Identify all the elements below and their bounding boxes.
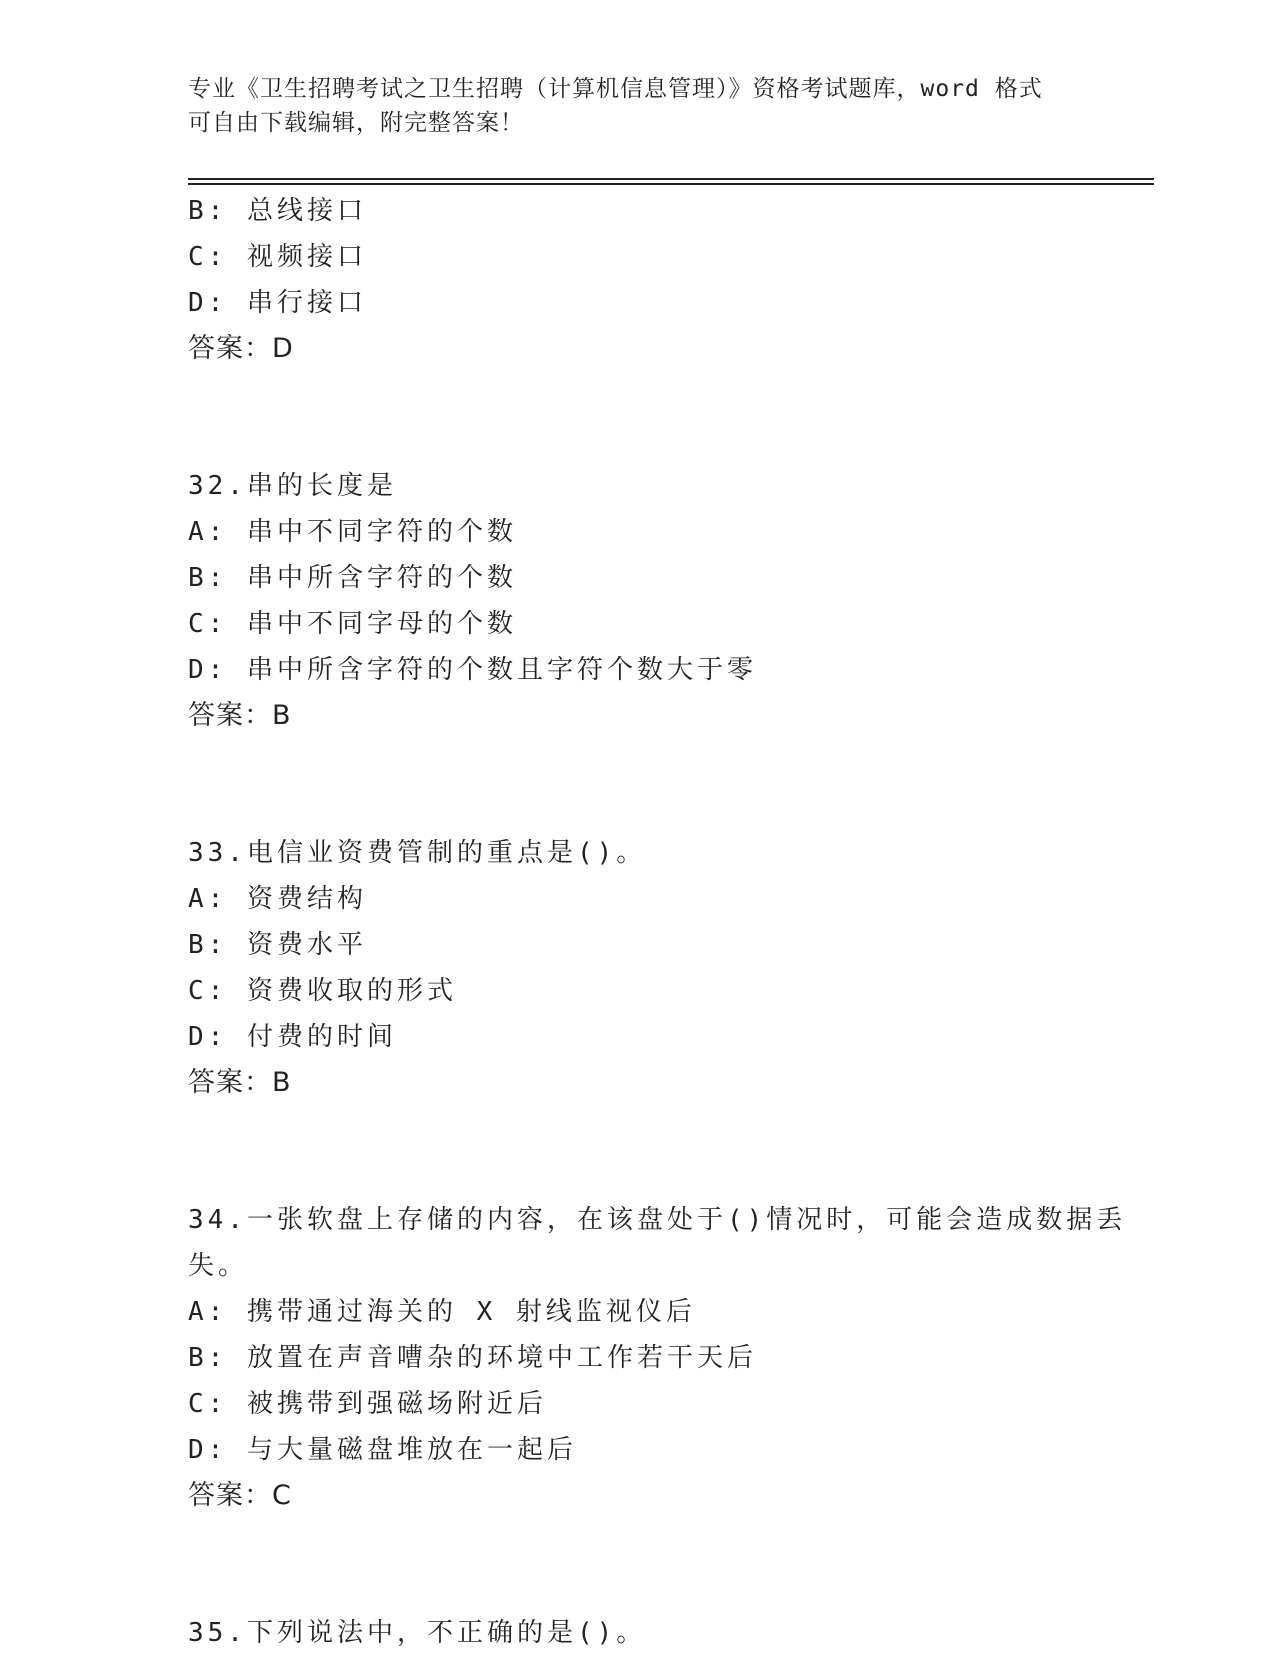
question-31-tail <box>188 188 1088 372</box>
header-divider-top <box>188 178 1154 180</box>
answer: 答案：C <box>188 1480 292 1511</box>
question-stem: 32.串的长度是 <box>188 471 397 501</box>
option-c: C: 串中不同字母的个数 <box>188 609 517 639</box>
option-c: C: 资费收取的形式 <box>188 976 457 1006</box>
question-stem: 33.电信业资费管制的重点是()。 <box>188 838 647 868</box>
question-34 <box>188 1197 1127 1519</box>
option-d: D: 串中所含字符的个数且字符个数大于零 <box>188 655 757 685</box>
option-d: D: 付费的时间 <box>188 1022 397 1052</box>
question-35 <box>188 1610 1088 1656</box>
option-c: C: 视频接口 <box>188 242 367 272</box>
option-a: A: 串中不同字符的个数 <box>188 517 517 547</box>
option-b: B: 串中所含字符的个数 <box>188 563 517 593</box>
question-gap <box>188 1106 1088 1197</box>
option-b: B: 放置在声音嘈杂的环境中工作若干天后 <box>188 1343 757 1373</box>
question-33 <box>188 830 1088 1106</box>
option-b: B: 资费水平 <box>188 930 367 960</box>
option-b: B: 总线接口 <box>188 196 367 226</box>
question-gap <box>188 372 1088 463</box>
option-c: C: 被携带到强磁场附近后 <box>188 1389 547 1419</box>
option-a: A: 携带通过海关的 X 射线监视仪后 <box>188 1297 696 1327</box>
option-d: D: 与大量磁盘堆放在一起后 <box>188 1435 577 1465</box>
option-d: D: 串行接口 <box>188 288 367 318</box>
answer: 答案：B <box>188 700 292 731</box>
header-divider-bottom <box>188 183 1154 185</box>
option-a: A: 资费结构 <box>188 884 367 914</box>
answer: 答案：B <box>188 1067 292 1098</box>
question-stem-line-2: 失。 <box>188 1251 249 1281</box>
question-32 <box>188 463 1088 739</box>
question-gap <box>188 739 1088 830</box>
question-list <box>188 188 1127 1656</box>
question-stem-line-1: 34.一张软盘上存储的内容，在该盘处于()情况时，可能会造成数据丢 <box>188 1205 1127 1235</box>
question-gap <box>188 1519 1088 1610</box>
header-title-line-2: 可自由下载编辑，附完整答案！ <box>188 110 524 136</box>
question-stem: 35.下列说法中，不正确的是()。 <box>188 1618 647 1648</box>
header-title-line-1: 专业《卫生招聘考试之卫生招聘（计算机信息管理）》资格考试题库，word 格式 <box>188 76 1043 102</box>
answer: 答案：D <box>188 333 294 364</box>
document-header <box>188 72 1088 140</box>
